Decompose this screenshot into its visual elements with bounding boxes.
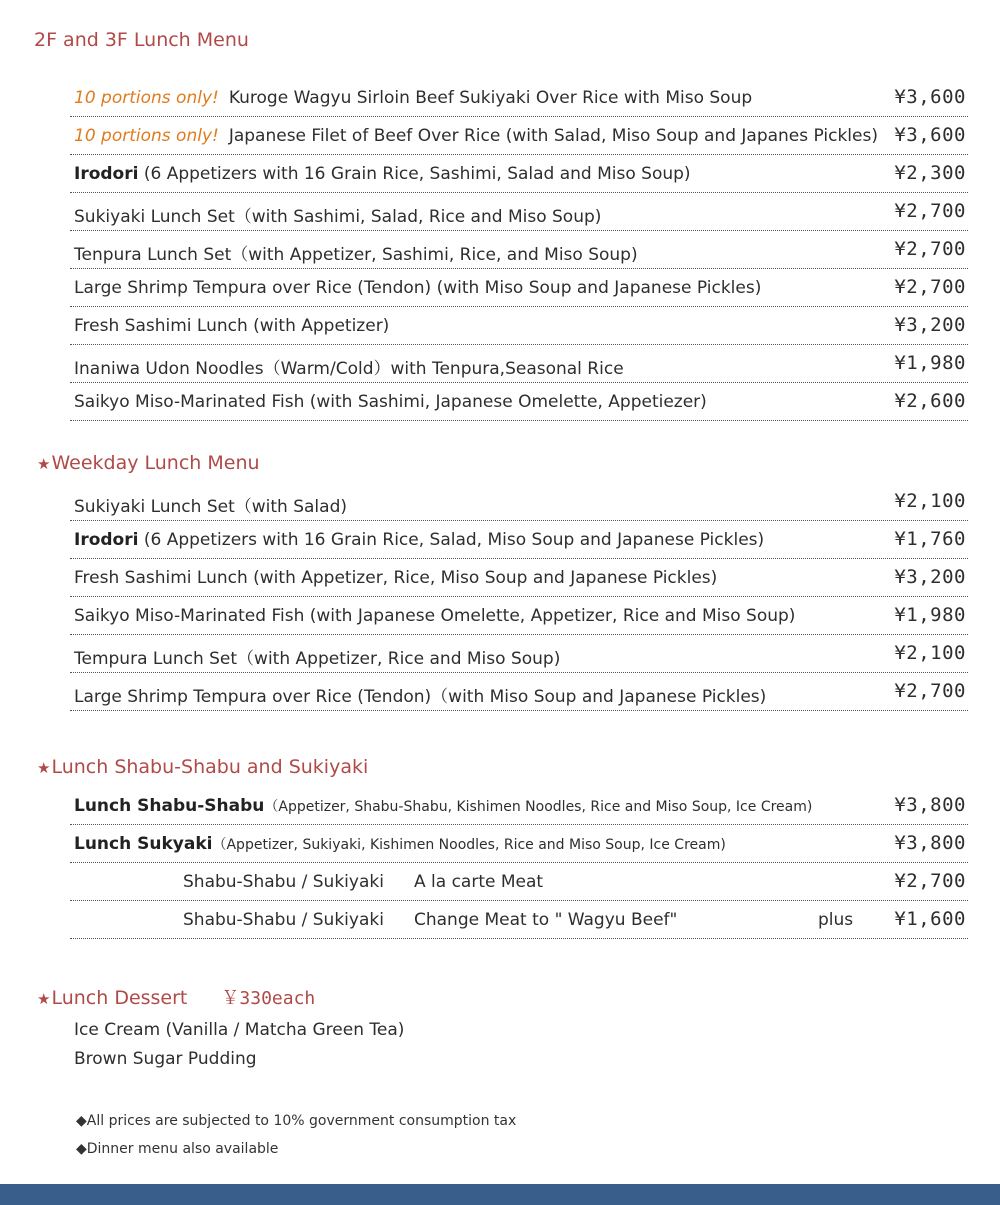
item-price: ¥2,700 xyxy=(894,238,966,260)
item-price: ¥1,980 xyxy=(894,604,966,626)
item-price: ¥2,700 xyxy=(894,680,966,702)
menu-row xyxy=(70,118,968,155)
menu-row xyxy=(70,484,968,521)
menu-row xyxy=(70,384,968,421)
weekday-menu-title-text: Weekday Lunch Menu xyxy=(51,452,260,474)
dessert-title xyxy=(34,984,315,1010)
item-name: （Appetizer, Sukiyaki, Kishimen Noodles, Rice and Miso Soup, Ice Cream) xyxy=(212,837,726,853)
item-price: ¥2,100 xyxy=(894,490,966,512)
weekday-menu-title xyxy=(34,452,260,474)
limited-label: 10 portions only! xyxy=(74,126,219,146)
item-name: Tempura Lunch Set（with Appetizer, Rice and Miso Soup) xyxy=(74,649,561,669)
item-price: ¥2,100 xyxy=(894,642,966,664)
menu-row xyxy=(70,522,968,559)
item-name: Japanese Filet of Beef Over Rice (with Salad, Miso Soup and Japanes Pickles) xyxy=(228,126,878,146)
item-price: ¥3,200 xyxy=(894,566,966,588)
item-price: ¥2,700 xyxy=(894,276,966,298)
menu-row xyxy=(70,636,968,673)
tax-note: ◆All prices are subjected to 10% government consumption tax xyxy=(76,1113,517,1129)
item-price: ¥3,200 xyxy=(894,314,966,336)
menu-row xyxy=(70,788,968,825)
item-price: ¥2,700 xyxy=(894,870,966,892)
item-bold-name: Lunch Shabu-Shabu xyxy=(74,796,265,816)
item-price: ¥3,800 xyxy=(894,794,966,816)
extra-row xyxy=(70,864,968,901)
menu-row xyxy=(70,346,968,383)
item-name: Inaniwa Udon Noodles（Warm/Cold）with Tenpura,Seasonal Rice xyxy=(74,359,624,379)
item-name: Saikyo Miso-Marinated Fish (with Sashimi, Japanese Omelette, Appetiezer) xyxy=(74,392,707,412)
menu-row xyxy=(70,80,968,117)
extra-label: Shabu-Shabu / Sukiyaki xyxy=(183,872,384,892)
footer-bar xyxy=(0,1184,1000,1205)
item-price: ¥3,600 xyxy=(894,86,966,108)
menu-row xyxy=(70,308,968,345)
menu-row xyxy=(70,674,968,711)
star-icon: ★ xyxy=(37,990,51,1008)
dessert-title-text: Lunch Dessert xyxy=(51,987,188,1009)
item-name: Fresh Sashimi Lunch (with Appetizer, Rice, Miso Soup and Japanese Pickles) xyxy=(74,568,718,588)
menu-row xyxy=(70,194,968,231)
item-name: (6 Appetizers with 16 Grain Rice, Salad, Miso Soup and Japanese Pickles) xyxy=(138,530,765,550)
extra-row xyxy=(70,902,968,939)
menu-row xyxy=(70,560,968,597)
extra-name: Change Meat to " Wagyu Beef" xyxy=(414,910,678,930)
dessert-item: Ice Cream (Vanilla / Matcha Green Tea) xyxy=(74,1020,405,1040)
limited-label: 10 portions only! xyxy=(74,88,219,108)
shabu-menu-title xyxy=(34,756,368,778)
item-name: Sukiyaki Lunch Set（with Salad) xyxy=(74,497,347,517)
extra-name: A la carte Meat xyxy=(414,872,544,892)
menu-row xyxy=(70,826,968,863)
item-name: Tenpura Lunch Set（with Appetizer, Sashimi, Rice, and Miso Soup) xyxy=(74,245,638,265)
item-name: Saikyo Miso-Marinated Fish (with Japanese Omelette, Appetizer, Rice and Miso Soup) xyxy=(74,606,796,626)
star-icon: ★ xyxy=(37,455,51,473)
dessert-price-note: ￥330each xyxy=(221,988,316,1009)
item-name: Fresh Sashimi Lunch (with Appetizer) xyxy=(74,316,390,336)
item-name: Large Shrimp Tempura over Rice (Tendon)（with Miso Soup and Japanese Pickles) xyxy=(74,687,767,707)
item-price: ¥1,760 xyxy=(894,528,966,550)
lunch-menu-title-text: 2F and 3F Lunch Menu xyxy=(34,29,249,51)
item-price: ¥2,700 xyxy=(894,200,966,222)
menu-row xyxy=(70,598,968,635)
item-name: Kuroge Wagyu Sirloin Beef Sukiyaki Over Rice with Miso Soup xyxy=(228,88,753,108)
item-bold-name: Irodori xyxy=(74,530,139,550)
item-price: ¥1,600 xyxy=(894,908,966,930)
item-price: ¥3,600 xyxy=(894,124,966,146)
dessert-item: Brown Sugar Pudding xyxy=(74,1049,257,1069)
item-price: ¥2,600 xyxy=(894,390,966,412)
menu-row xyxy=(70,156,968,193)
dinner-note: ◆Dinner menu also available xyxy=(76,1141,279,1157)
item-bold-name: Lunch Sukyaki xyxy=(74,834,213,854)
lunch-menu-title xyxy=(34,29,249,51)
star-icon: ★ xyxy=(37,759,51,777)
item-name: （Appetizer, Shabu-Shabu, Kishimen Noodles, Rice and Miso Soup, Ice Cream) xyxy=(264,799,813,815)
extra-label: Shabu-Shabu / Sukiyaki xyxy=(183,910,384,930)
shabu-menu-title-text: Lunch Shabu-Shabu and Sukiyaki xyxy=(51,756,369,778)
item-name: (6 Appetizers with 16 Grain Rice, Sashimi, Salad and Miso Soup) xyxy=(138,164,691,184)
extra-prefix: plus xyxy=(818,910,854,930)
menu-row xyxy=(70,270,968,307)
item-bold-name: Irodori xyxy=(74,164,139,184)
menu-row xyxy=(70,232,968,269)
item-price: ¥2,300 xyxy=(894,162,966,184)
item-name: Large Shrimp Tempura over Rice (Tendon) (with Miso Soup and Japanese Pickles) xyxy=(74,278,762,298)
item-name: Sukiyaki Lunch Set（with Sashimi, Salad, Rice and Miso Soup) xyxy=(74,207,602,227)
item-price: ¥1,980 xyxy=(894,352,966,374)
item-price: ¥3,800 xyxy=(894,832,966,854)
